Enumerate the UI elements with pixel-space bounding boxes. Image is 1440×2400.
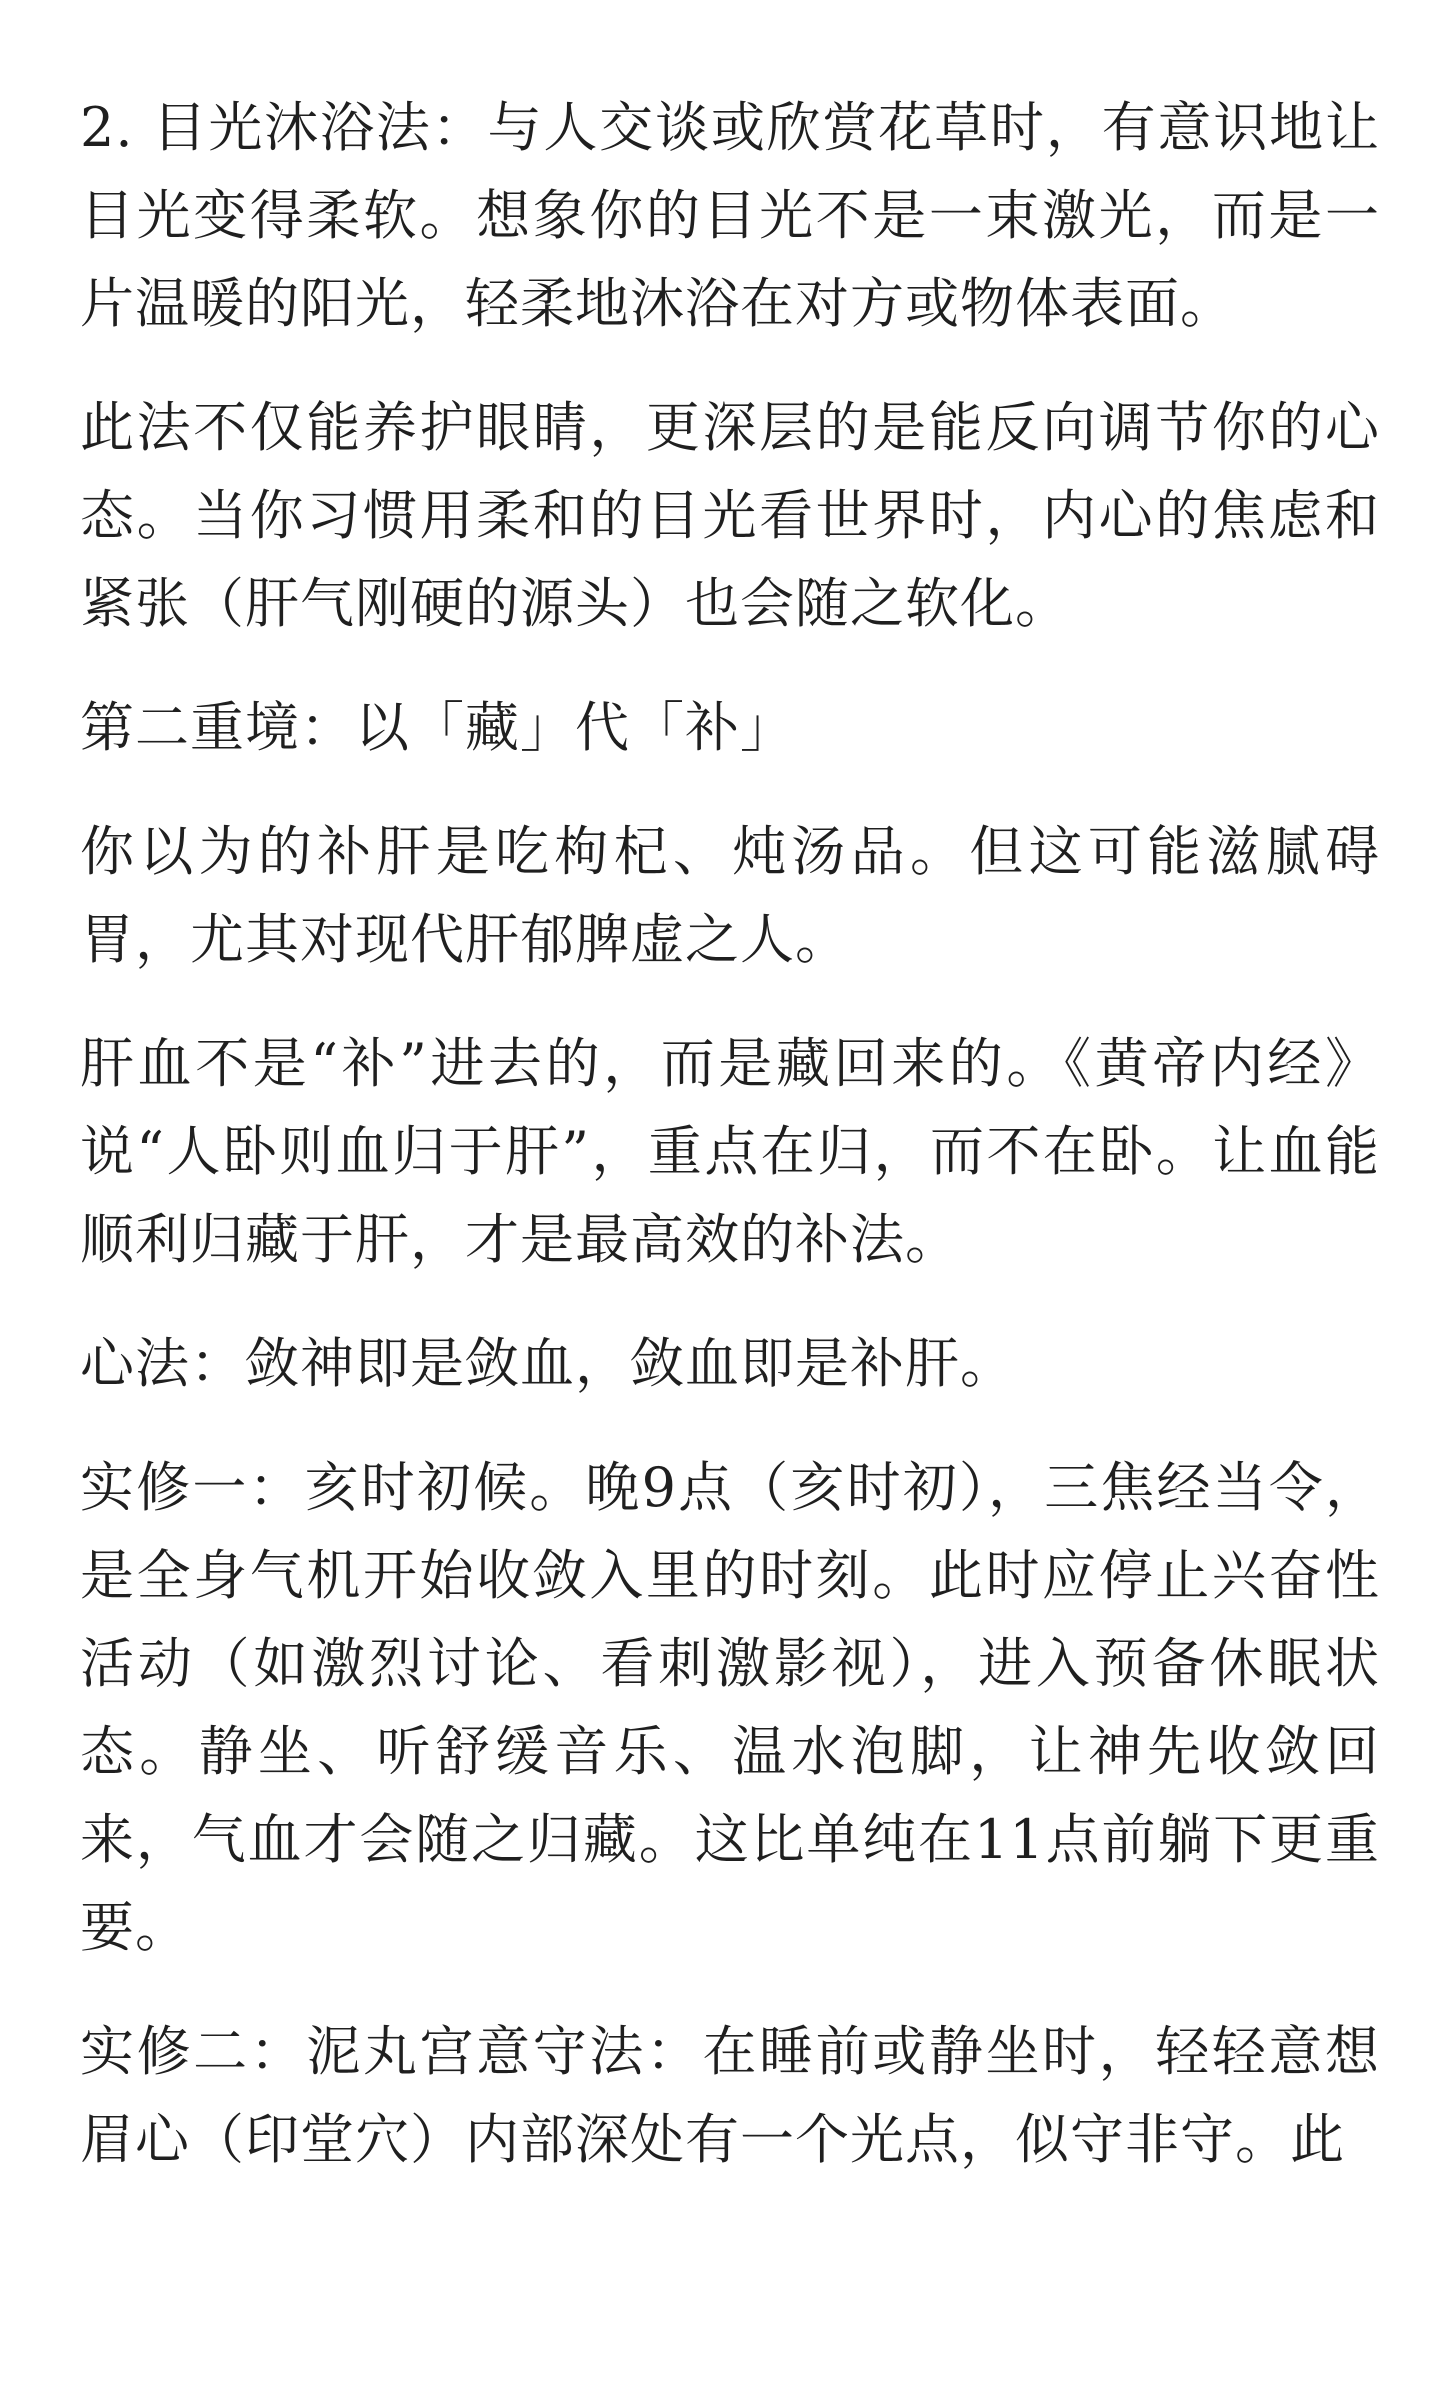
section-heading-second-level: 第二重境：以「藏」代「补」 <box>80 696 795 759</box>
paragraph-gaze-bathing: 2. 目光沐浴法：与人交谈或欣赏花草时，有意识地让目光变得柔软。想象你的目光不是一束激光，而是一片温暖的阳光，轻柔地沐浴在对方或物体表面。 <box>80 96 1380 335</box>
paragraph-core-method: 心法：敛神即是敛血，敛血即是补肝。 <box>80 1332 1015 1395</box>
paragraph-practice-two: 实修二：泥丸宫意守法：在睡前或静坐时，轻轻意想眉心（印堂穴）内部深处有一个光点，似守非守。此 <box>80 2020 1380 2171</box>
paragraph-practice-one: 实修一：亥时初候。晚9点（亥时初），三焦经当令，是全身气机开始收敛入里的时刻。此时应停止兴奋性活动（如激烈讨论、看刺激影视），进入预备休眠状态。静坐、听舒缓音乐、温水泡脚，让神先收敛回来，气血才会随之归藏。这比单纯在11点前躺下更重要。 <box>80 1456 1380 1959</box>
paragraph-tonify-misconception: 你以为的补肝是吃枸杞、炖汤品。但这可能滋腻碍胃，尤其对现代肝郁脾虚之人。 <box>80 820 1380 971</box>
paragraph-liver-blood: 肝血不是“补”进去的，而是藏回来的。《黄帝内经》说“人卧则血归于肝”，重点在归，而不在卧。让血能顺利归藏于肝，才是最高效的补法。 <box>80 1032 1380 1271</box>
article-body <box>80 84 1380 2220</box>
paragraph-gaze-benefit: 此法不仅能养护眼睛，更深层的是能反向调节你的心态。当你习惯用柔和的目光看世界时，内心的焦虑和紧张（肝气刚硬的源头）也会随之软化。 <box>80 396 1380 635</box>
